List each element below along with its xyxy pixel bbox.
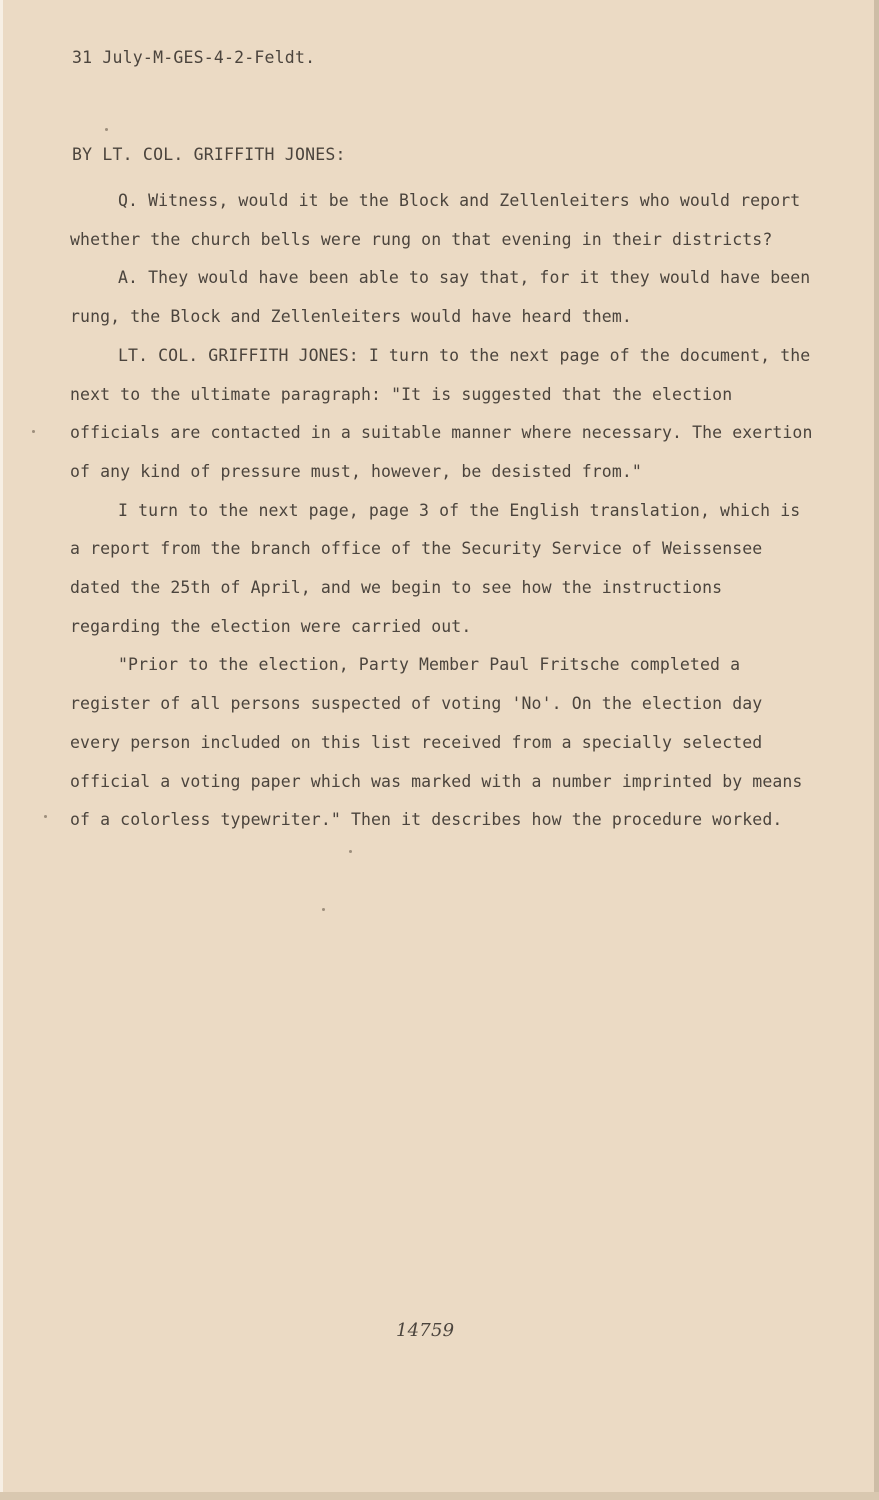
answer-paragraph: A. They would have been able to say that, for it they would have been rung, the Block and Zellenleiters would have heard them.	[70, 268, 821, 327]
paper-speck	[32, 430, 35, 433]
document-header: 31 July-M-GES-4-2-Feldt.	[72, 48, 316, 67]
question-paragraph: Q. Witness, would it be the Block and Zellenleiters who would report whether the church bells were rung on that evening in their districts?	[70, 191, 811, 249]
paper-speck	[105, 128, 108, 131]
paper-speck	[349, 850, 352, 853]
transcript-body	[70, 182, 823, 840]
statement-paragraph-continued: I turn to the next page, page 3 of the English translation, which is a report from the branch office of the Security Service of Weissensee dated the 25th of April, and we begin to see how the instructions regarding the election were carried out.	[70, 500, 811, 636]
examiner-byline: BY LT. COL. GRIFFITH JONES:	[72, 145, 346, 164]
page-edge-left	[0, 0, 3, 1500]
page-edge-bottom	[0, 1492, 879, 1500]
quoted-report-paragraph: "Prior to the election, Party Member Paul Fritsche completed a register of all persons suspected of voting 'No'. On the election day every person included on this list received from a specially selected official a voting paper which was marked with a number imprinted by means of a colorless typewriter." Then it describes how the procedure worked.	[70, 655, 813, 830]
paper-speck	[322, 908, 325, 911]
paper-speck	[44, 815, 47, 818]
page-number: 14759	[396, 1320, 455, 1341]
page-edge-right	[874, 0, 879, 1500]
statement-paragraph: LT. COL. GRIFFITH JONES: I turn to the next page of the document, the next to the ultimate paragraph: "It is suggested that the election officials are contacted in a suitable manner where necessary. The exertion of any kind of pressure must, however, be desisted from."	[70, 345, 823, 481]
